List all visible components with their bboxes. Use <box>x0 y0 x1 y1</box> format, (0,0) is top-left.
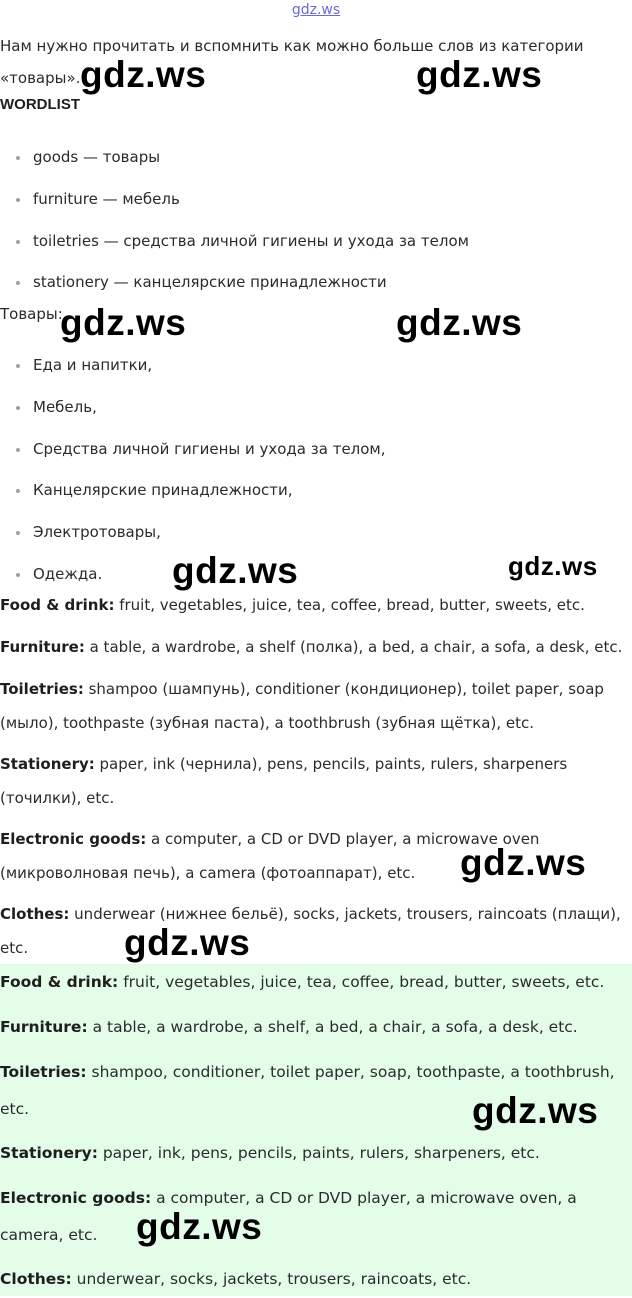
wordlist <box>0 145 620 312</box>
bullet-icon <box>16 156 20 160</box>
list-item: Электротовары, <box>0 520 620 562</box>
bullet-icon <box>16 448 20 452</box>
bullet-icon <box>16 198 20 202</box>
list-item: stationery — канцелярские принадлежности <box>0 270 620 312</box>
bullet-icon <box>16 364 20 368</box>
category-paragraph-food: Food & drink: fruit, vegetables, juice, tea, coffee, bread, butter, sweets, etc. <box>0 596 585 614</box>
category-paragraph-electronics: Electronic goods: a computer, a CD or DVD player, a microwave oven (микроволновая печь), a camera (фотоаппарат), etc. <box>0 830 540 882</box>
watermark: gdz.ws <box>460 842 587 883</box>
answer-paragraph-electronics: Electronic goods: a computer, a CD or DVD player, a microwave oven, a camera, etc. <box>0 1189 577 1244</box>
answer-paragraph-furniture: Furniture: a table, a wardrobe, a shelf, a bed, a chair, a sofa, a desk, etc. <box>0 1018 578 1036</box>
category-paragraph-toiletries: Toiletries: shampoo (шампунь), conditioner (кондиционер), toilet paper, soap (мыло), toothpaste (зубная паста), a toothbrush (зубная щётка), etc. <box>0 680 604 732</box>
bullet-icon <box>16 240 20 244</box>
bullet-icon <box>16 489 20 493</box>
watermark: gdz.ws <box>136 1206 263 1247</box>
list-item: Еда и напитки, <box>0 353 620 395</box>
answer-paragraph-clothes: Clothes: underwear, socks, jackets, trousers, raincoats, etc. <box>0 1270 472 1288</box>
watermark: gdz.ws <box>472 1090 599 1131</box>
answer-paragraph-stationery: Stationery: paper, ink, pens, pencils, paints, rulers, sharpeners, etc. <box>0 1144 540 1162</box>
bullet-icon <box>16 573 20 577</box>
list-item: toiletries — средства личной гигиены и ухода за телом <box>0 229 620 271</box>
bullet-icon <box>16 531 20 535</box>
category-paragraph-furniture: Furniture: a table, a wardrobe, a shelf (полка), a bed, a chair, a sofa, a desk, etc. <box>0 638 623 656</box>
watermark: gdz.ws <box>124 922 251 963</box>
list-item: furniture — мебель <box>0 187 620 229</box>
bullet-icon <box>16 406 20 410</box>
watermark: gdz.ws <box>172 550 299 591</box>
goods-label: Товары: <box>0 305 63 323</box>
list-item: goods — товары <box>0 145 620 187</box>
list-item: Мебель, <box>0 395 620 437</box>
watermark: gdz.ws <box>396 302 523 343</box>
list-item: Средства личной гигиены и ухода за телом, <box>0 437 620 479</box>
bullet-icon <box>16 281 20 285</box>
list-item: Канцелярские принадлежности, <box>0 478 620 520</box>
category-paragraph-clothes: Clothes: underwear (нижнее бельё), socks, jackets, trousers, raincoats (плащи), etc. <box>0 905 621 957</box>
watermark: gdz.ws <box>60 302 187 343</box>
intro-text: Нам нужно прочитать и вспомнить как можно больше слов из категории «товары». <box>0 37 584 87</box>
watermark: gdz.ws <box>508 551 598 581</box>
answer-paragraph-food: Food & drink: fruit, vegetables, juice, tea, coffee, bread, butter, sweets, etc. <box>0 973 605 991</box>
site-link[interactable]: gdz.ws <box>291 2 341 18</box>
watermark: gdz.ws <box>80 54 207 95</box>
wordlist-heading: WORDLIST <box>0 96 80 113</box>
answer-paragraph-toiletries: Toiletries: shampoo, conditioner, toilet paper, soap, toothpaste, a toothbrush, etc. <box>0 1063 615 1118</box>
watermark: gdz.ws <box>416 54 543 95</box>
list-item: Одежда. <box>0 562 620 604</box>
category-paragraph-stationery: Stationery: paper, ink (чернила), pens, pencils, paints, rulers, sharpeners (точилки), etc. <box>0 755 568 807</box>
